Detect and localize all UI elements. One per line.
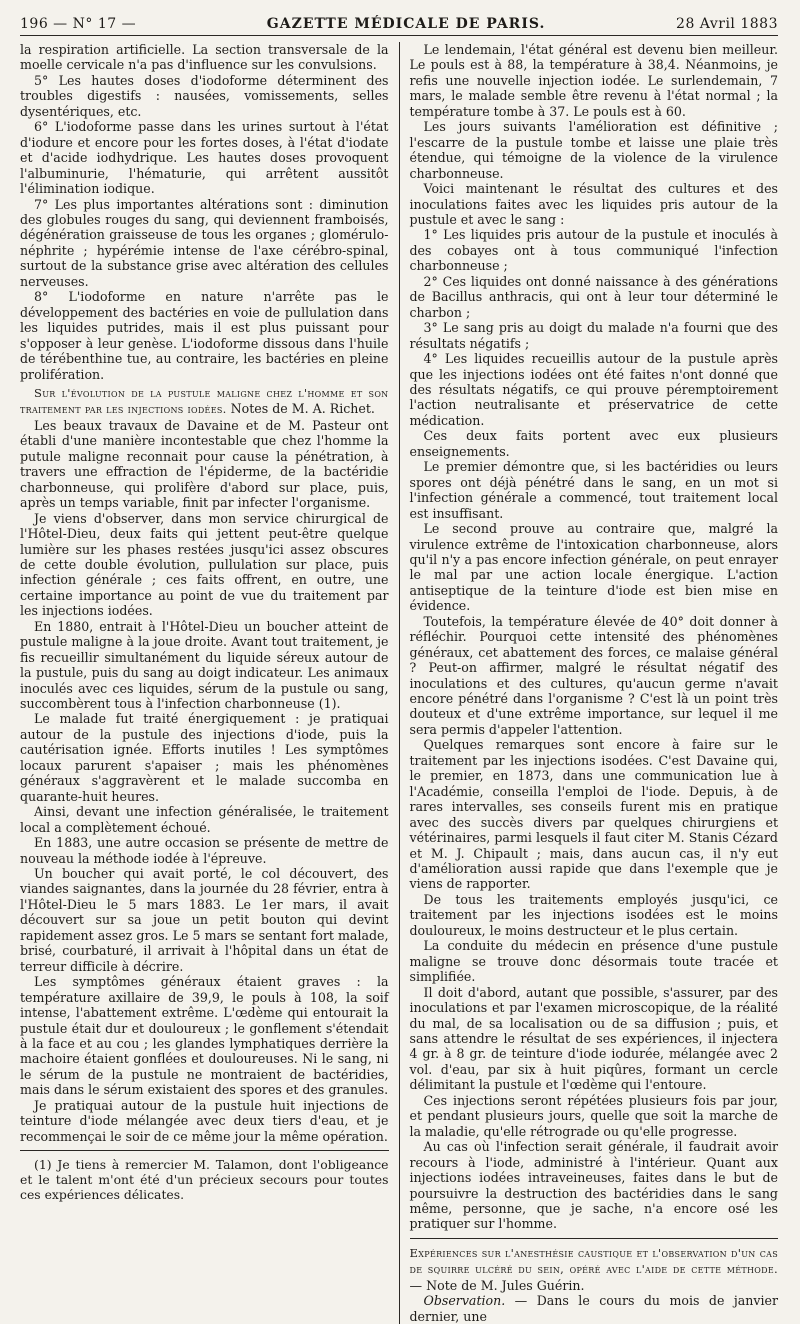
paragraph: Voici maintenant le résultat des cultures et des inoculations faites avec les liquides pris autour de la pustule et avec le sang : (409, 181, 778, 227)
page-number: 196 — N° 17 — (20, 16, 137, 32)
section-title: Sur l'évolution de la pustule maligne chez l'homme et son traitement par les injections iodées. (20, 385, 389, 417)
section-author: — Note de M. Jules Guérin. (409, 1277, 585, 1293)
left-column (20, 42, 400, 1324)
paragraph: En 1883, une autre occasion se présente de mettre de nouveau la méthode iodée à l'épreuve. (20, 835, 389, 866)
paragraph: 6° L'iodoforme passe dans les urines surtout à l'état d'iodure et encore pour les fortes doses, à l'état d'iodate et d'acide iodhydrique. Les hautes doses provoquent l'albuminurie, l'hématurie, qui arrêtent aussitôt l'élimination iodique. (20, 119, 389, 197)
paragraph: 4° Les liquides recueillis autour de la pustule après que les injections iodées ont été faites n'ont donné que des résultats négatifs, ce qui prouve péremptoirement l'action neutralisante et préservatrice de cette médication. (409, 351, 778, 428)
paragraph: En 1880, entrait à l'Hôtel-Dieu un boucher atteint de pustule maligne à la joue droite. Avant tout traitement, je fis recueillir simultanément du liquide séreux autour de la pustule, puis du sang au doigt indicateur. Les animaux inoculés avec ces liquides, sérum de la pustule ou sang, succombèrent tous à l'infection charbonneuse (1). (20, 618, 389, 712)
paragraph (410, 1293, 779, 1324)
paragraph: Un boucher qui avait porté, le col découvert, des viandes saignantes, dans la journée du 28 février, entra à l'Hôtel-Dieu le 5 mars 1883. Le 1er mars, il avait découvert sur sa joue un petit bouton qui devint rapidement assez gros. Le 5 mars se sentant fort malade, brisé, courbaturé, il arrivait à l'hôpital dans un état de terreur difficile à décrire. (20, 866, 389, 974)
paragraph: 1° Les liquides pris autour de la pustule et inoculés à des cobayes ont à tous communiqué l'infection charbonneuse ; (409, 227, 778, 274)
section-title: Expériences sur l'anesthésie caustique et l'observation d'un cas de squirre ulcéré du sein, opéré avec l'aide de cette méthode. (409, 1245, 778, 1277)
paragraph: Le second prouve au contraire que, malgré la virulence extrême de l'intoxication charbonneuse, alors qu'il n'y a pas encore infection générale, on peut enrayer le mal par une action locale énergique. L'action antiseptique de la teinture d'iode est bien mise en évidence. (409, 521, 778, 614)
paragraph: 5° Les hautes doses d'iodoforme déterminent des troubles digestifs : nausées, vomissements, selles dysentériques, etc. (20, 72, 389, 119)
paragraph: La conduite du médecin en présence d'une pustule maligne se trouve donc désormais toute tracée et simplifiée. (409, 938, 778, 985)
journal-title: GAZETTE MÉDICALE DE PARIS. (266, 16, 546, 32)
paragraph: Ces injections seront répétées plusieurs fois par jour, et pendant plusieurs jours, quelle que soit la marche de la maladie, qu'elle rétrograde ou qu'elle progresse. (409, 1092, 778, 1139)
paragraph: Les beaux travaux de Davaine et de M. Pasteur ont établi d'une manière incontestable que chez l'homme la putule maligne reconnait pour cause la pénétration, à travers une effraction de l'épiderme, de la bactéridie charbonneuse, qui prolifère d'abord sur place, puis, après un temps variable, finit par infecter l'organisme. (20, 417, 389, 511)
paragraph: 2° Ces liquides ont donné naissance à des générations de Bacillus anthracis, qui ont à leur tour déterminé le charbon ; (409, 273, 778, 320)
section-heading (410, 1245, 779, 1293)
paragraph: Quelques remarques sont encore à faire sur le traitement par les injections isodées. C'est Davaine qui, le premier, en 1873, dans une communication lue à l'Académie, conseilla l'emploi de l'iode. Depuis, à de rares intervalles, ses conseils furent mis en pratique avec des succès divers par quelques chirurgiens et vétérinaires, parmi lesquels il faut citer M. Stanis Cézard et M. J. Chipault ; mais, dans aucun cas, il n'y eut d'amélioration aussi rapide que dans l'exemple que je viens de rapporter. (409, 737, 778, 892)
page-header (20, 16, 778, 36)
observation-label: Observation. (423, 1293, 506, 1309)
paragraph: 3° Le sang pris au doigt du malade n'a fourni que des résultats négatifs ; (409, 320, 778, 351)
paragraph: 8° L'iodoforme en nature n'arrête pas le développement des bactéries en voie de pullulation dans les liquides putrides, mais il est plus puissant pour s'opposer à leur genèse. L'iodoforme dissous dans l'huile de térébenthine tue, au contraire, les bactéries en pleine prolifération. (20, 289, 389, 382)
paragraph: Ainsi, devant une infection généralisée, le traitement local a complètement échoué. (20, 804, 389, 835)
paragraph: 7° Les plus importantes altérations sont : diminution des globules rouges du sang, qui deviennent framboisés, dégénération graisseuse de tous les organes ; glomérulo-néphrite ; hypérémie intense de l'axe cérébro-spinal, surtout de la substance grise avec altération des cellules nerveuses. (20, 196, 389, 289)
footnote: (1) Je tiens à remercier M. Talamon, dont l'obligeance et le talent m'ont été d'un précieux secours pour toutes ces expériences délicates. (20, 1157, 389, 1203)
paragraph: Il doit d'abord, autant que possible, s'assurer, par des inoculations et par l'examen microscopique, de la réalité du mal, de sa localisation ou de sa diffusion ; puis, et sans attendre le résultat de ses expériences, il injectera 4 gr. à 8 gr. de teinture d'iode iodurée, mélangée avec 2 vol. d'eau, par six à huit piqûres, formant un cercle délimitant la pustule et l'œdème qui l'entoure. (409, 984, 778, 1093)
observation-text: — Dans le cours du mois de janvier dernier, une (409, 1293, 778, 1324)
section-divider (410, 1238, 779, 1239)
paragraph: Au cas où l'infection serait générale, il faudrait avoir recours à l'iode, administré à l'intérieur. Quant aux injections iodées intraveineuses, faites dans le but de poursuivre la destruction des bactéridies dans le sang même, personne, que je sache, n'a encore osé les pratiquer sur l'homme. (409, 1139, 778, 1232)
paragraph: la respiration artificielle. La section transversale de la moelle cervicale n'a pas d'influence sur les convulsions. (20, 42, 389, 73)
right-column (400, 42, 779, 1324)
paragraph: Les symptômes généraux étaient graves : la température axillaire de 39,9, le pouls à 108, la soif intense, l'abattement extrême. L'œdème qui entourait la pustule était dur et douloureux ; le gonflement s'étendait à la face et au cou ; les glandes lymphatiques derrière la machoire étaient gonflées et douloureuses. Ni le sang, ni le sérum de la pustule ne montraient de bactéridies, mais dans le sérum existaient des spores et des granules. (20, 974, 389, 1098)
paragraph: Le premier démontre que, si les bactéridies ou leurs spores ont déjà pénétré dans le sang, en un mot si l'infection générale a commencé, tout traitement local est insuffisant. (409, 459, 778, 521)
paragraph: Je pratiquai autour de la pustule huit injections de teinture d'iode mélangée avec deux tiers d'eau, et je recommençai le soir de ce même jour la même opération. (20, 1097, 389, 1144)
paragraph: Je viens d'observer, dans mon service chirurgical de l'Hôtel-Dieu, deux faits qui jettent peut-être quelque lumière sur les phases restées jusqu'ici assez obscures de cette double évolution, pullulation sur place, puis infection générale ; ces faits offrent, en outre, une certaine importance au point de vue du traitement par les injections iodées. (20, 510, 389, 619)
paragraph: Toutefois, la température élevée de 40° doit donner à réfléchir. Pourquoi cette intensité des phénomènes généraux, cet abattement des forces, ce malaise général ? Peut-on affirmer, malgré le résultat négatif des inoculations et des cultures, qu'aucun germe n'avait encore pénétré dans l'organisme ? C'est là un point très douteux et d'une extrême importance, sur lequel il me sera permis d'appeler l'attention. (409, 613, 778, 737)
issue-date: 28 Avril 1883 (676, 16, 778, 32)
section-author: Notes de M. A. Richet. (230, 401, 375, 417)
text-columns (20, 42, 778, 1324)
paragraph: Les jours suivants l'amélioration est définitive ; l'escarre de la pustule tombe et laisse une plaie très étendue, qui témoigne de la violence de la virulence charbonneuse. (409, 119, 778, 181)
paragraph: Le lendemain, l'état général est devenu bien meilleur. Le pouls est à 88, la température à 38,4. Néanmoins, je refis une nouvelle injection iodée. Le surlendemain, 7 mars, le malade semble être revenu à l'état normal ; la température tombe à 37. Le pouls est à 60. (409, 42, 778, 119)
paragraph: Le malade fut traité énergiquement : je pratiquai autour de la pustule des injections d'iode, puis la cautérisation ignée. Efforts inutiles ! Les symptômes locaux parurent s'apaiser ; mais les phénomènes généraux s'aggravèrent et le malade succomba en quarante-huit heures. (20, 711, 389, 804)
section-heading (20, 385, 389, 418)
paragraph: Ces deux faits portent avec eux plusieurs enseignements. (409, 428, 778, 459)
footnote-divider (20, 1150, 389, 1151)
paragraph: De tous les traitements employés jusqu'ici, ce traitement par les injections isodées est le moins douloureux, le moins destructeur et le plus certain. (409, 891, 778, 938)
